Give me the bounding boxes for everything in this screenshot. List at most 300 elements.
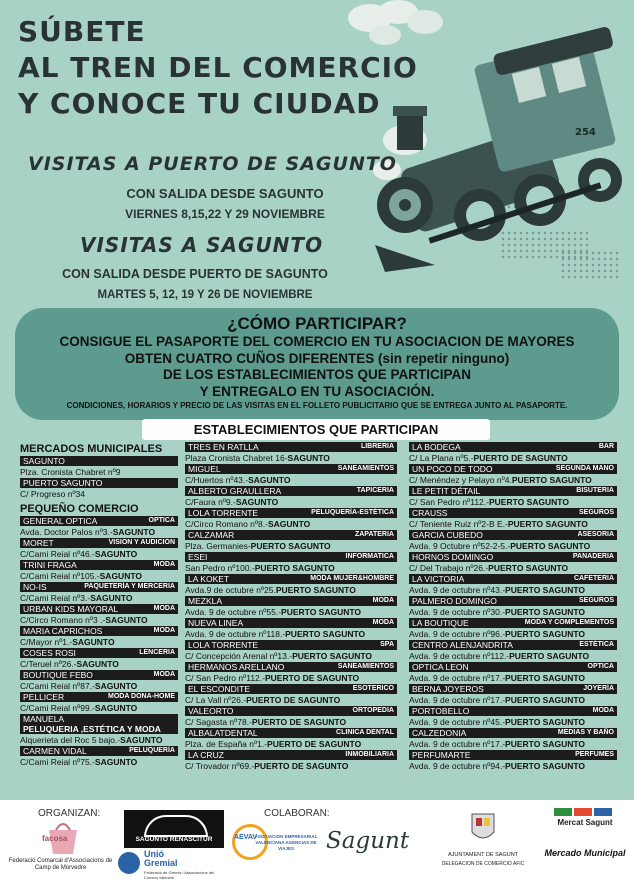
address-street: C/ Sagasta nº78.- xyxy=(185,717,252,727)
headline-line-2: AL TREN DEL COMERCIO xyxy=(18,51,418,84)
establishment-name: EL ESCONDITE xyxy=(188,684,251,694)
establishment-entry xyxy=(20,746,178,768)
address-town: SAGUNTO xyxy=(99,571,142,581)
pequeno-comercio-heading: PEQUEÑO COMERCIO xyxy=(20,503,139,515)
ajuntament-caption: DELEGACION DE COMERCIO AFIC xyxy=(441,861,525,867)
establishments-title: ESTABLECIMIENTOS QUE PARTICIPAN xyxy=(142,419,490,440)
establishment-entry xyxy=(20,648,178,670)
establishment-category: MODA xyxy=(372,619,394,626)
establishment-address xyxy=(409,452,617,464)
address-town: PUERTO SAGUNTO xyxy=(505,629,586,639)
establishment-entry xyxy=(185,684,397,706)
address-street: C/Cami Reial nº46.- xyxy=(20,549,95,559)
establishment-address xyxy=(409,628,617,640)
establishment-name-bar xyxy=(20,714,178,724)
address-town: PUERTO SAGUNTO xyxy=(505,761,586,771)
establishment-category: MODA xyxy=(372,597,394,604)
establishment-category: ZAPATERIA xyxy=(354,531,394,538)
address-street: Avda. 9 de octubre nº55.- xyxy=(185,607,282,617)
address-street: C/ Trovador nº69.- xyxy=(185,761,255,771)
establishment-address xyxy=(185,540,397,552)
establishment-entry xyxy=(185,662,397,684)
address-town: SAGUNTO xyxy=(287,453,330,463)
establishment-name-bar xyxy=(20,626,178,636)
facosa-name: facosa xyxy=(42,834,68,843)
facosa-caption: Federació Comarcal d'Associacions de Camp de Morvedre xyxy=(8,858,113,871)
establishment-category: MEDIAS Y BAÑO xyxy=(557,729,614,736)
establishment-name-bar xyxy=(409,662,617,672)
establishment-entry xyxy=(20,538,178,560)
establishment-name-bar xyxy=(409,728,617,738)
address-town: PUERTO DE SAGUNTO xyxy=(473,453,568,463)
establishment-address xyxy=(185,562,397,574)
visit2-title: VISITAS A SAGUNTO xyxy=(80,233,324,257)
address-street: Avda. Doctor Palos nº3.- xyxy=(20,527,113,537)
address-street: Alquerieta del Roc 5 bajo.- xyxy=(20,735,121,745)
establishment-category: BISUTERIA xyxy=(576,487,614,494)
address-town: PUERTO SAGUNTO xyxy=(510,541,591,551)
address-street: C/Teruel nº26.- xyxy=(20,659,77,669)
address-town: SAGUNTO xyxy=(94,703,138,713)
establishment-name: SAGUNTO xyxy=(23,456,65,466)
establishment-name: TRINI FRAGA xyxy=(23,560,77,570)
mercado-name: Mercado Municipal xyxy=(544,848,626,858)
establishment-address xyxy=(185,628,397,640)
address-town: SAGUNTO xyxy=(90,593,133,603)
headline xyxy=(18,14,438,122)
establishment-entry xyxy=(20,560,178,582)
establishment-address xyxy=(185,606,397,618)
address-street: C/Mayor nº1.- xyxy=(20,637,73,647)
establishment-name: CALZEDONIA xyxy=(412,728,467,738)
address-town: PUERTO DE SAGUNTO xyxy=(264,673,360,683)
address-town: PUERTO SAGUNTO xyxy=(275,585,356,595)
address-street: Avda. 9 de octubre nº45.- xyxy=(409,717,506,727)
establishment-entry xyxy=(409,640,617,662)
establishment-entry xyxy=(409,486,617,508)
mercados-heading: MERCADOS MUNICIPALES xyxy=(20,443,163,455)
establishment-address xyxy=(185,452,397,464)
establishment-entry xyxy=(185,486,397,508)
establishment-name: CRAUSS xyxy=(412,508,448,518)
visit2-dates: MARTES 5, 12, 19 Y 26 DE NOVIEMBRE xyxy=(97,289,313,301)
establishment-entry xyxy=(20,456,178,478)
establishment-category: ESTÉTICA xyxy=(579,641,614,648)
facosa-logo xyxy=(8,818,113,880)
establishment-name: NUEVA LINEA xyxy=(188,618,244,628)
establishment-address xyxy=(185,738,397,750)
establishment-name: BERNA JOYEROS xyxy=(412,684,484,694)
sagunt-name: Sagunt xyxy=(326,828,410,854)
establishment-name: MEZKLA xyxy=(188,596,223,606)
address-street: C/Cami Reial nº105.- xyxy=(20,571,100,581)
establishment-name: MORET xyxy=(23,538,54,548)
visit1-title: VISITAS A PUERTO DE SAGUNTO xyxy=(28,153,397,175)
establishment-entry xyxy=(20,516,178,538)
establishment-address xyxy=(185,716,397,728)
establishment-entry xyxy=(409,508,617,530)
establishment-name-bar xyxy=(20,516,178,526)
establishment-name-bar xyxy=(185,706,397,716)
address-town: SAGUNTO xyxy=(267,519,311,529)
address-street: C/ Del Trabajo nº26.- xyxy=(409,563,489,573)
address-street: San Pedro nº100.- xyxy=(185,563,255,573)
establishment-entry xyxy=(185,552,397,574)
address-street: Avda. 9 de octubre nº17.- xyxy=(409,673,506,683)
establishment-entry xyxy=(409,574,617,596)
address-street: Avda. 9 de octubre nº30.- xyxy=(409,607,506,617)
mercat-logo xyxy=(540,808,630,880)
establishment-entry xyxy=(409,706,617,728)
establishment-address xyxy=(409,474,617,486)
establishment-category: BAR xyxy=(598,443,614,450)
establishment-category: LIBRERIA xyxy=(360,443,394,450)
establishment-category: MODA xyxy=(153,561,175,568)
establishment-name-bar xyxy=(185,662,397,672)
address-town: PUERTO SAGUNTO xyxy=(488,563,569,573)
establishment-name-bar xyxy=(185,552,397,562)
establishment-entry xyxy=(185,618,397,640)
establishment-name-bar xyxy=(185,574,397,584)
establishment-category: ORTOPEDIA xyxy=(352,707,394,714)
participate-line-2: OBTEN CUATRO CUÑOS DIFERENTES (sin repetir ninguno) xyxy=(124,350,510,366)
establishment-entry xyxy=(20,714,178,746)
address-street: C/Circo Romano nº8.- xyxy=(185,519,268,529)
establishment-name: GENERAL OPTICA xyxy=(23,516,98,526)
address-town: SAGUNTO xyxy=(94,681,138,691)
establishment-name: NO-IS xyxy=(23,582,47,592)
renascitur-logo xyxy=(124,810,224,848)
establishment-name: CALZAMAR xyxy=(188,530,235,540)
mercat-name: Mercat Sagunt xyxy=(557,818,613,827)
establishment-name: CARMEN VIDAL xyxy=(23,746,87,756)
establishment-address xyxy=(20,734,178,746)
establishment-name-bar xyxy=(20,582,178,592)
establishment-category: MODA xyxy=(153,627,175,634)
establishment-category: MODA xyxy=(153,671,175,678)
establishment-category: OPTICA xyxy=(148,517,175,524)
address-street: Avda. 9 de octubre nº17.- xyxy=(409,739,506,749)
establishment-category: VISION Y AUDICIÓN xyxy=(108,539,175,546)
establishment-name: LA CRUZ xyxy=(188,750,224,760)
establishment-category: MODA DONA-HOME xyxy=(107,693,175,700)
aevav-caption: ASOCIACION EMPRESARIAL VALENCIANA AGENCIAS DE VIAJES xyxy=(254,834,318,851)
establishment-name-bar xyxy=(409,640,617,650)
participate-line-3: DE LOS ESTABLECIMIENTOS QUE PARTICIPAN xyxy=(162,367,472,382)
address-street: C/ Progreso nº34 xyxy=(20,489,85,499)
establishment-name: BOUTIQUE FEBO xyxy=(23,670,93,680)
establishment-entry xyxy=(185,530,397,552)
establishment-category: SEGUROS xyxy=(578,509,614,516)
establishment-address xyxy=(20,526,178,538)
establishment-category: PELUQUERÍA xyxy=(129,747,175,754)
address-street: Avda. 9 Octubre nº52-2-5.- xyxy=(409,541,511,551)
address-town: SAGUNTO xyxy=(112,527,156,537)
address-town: PUERTO SAGUNTO xyxy=(505,695,586,705)
address-street: C/ La Vall nº26.- xyxy=(185,695,247,705)
address-town: SAGUNTO xyxy=(120,735,163,745)
visit1-subtitle: CON SALIDA DESDE SAGUNTO xyxy=(126,186,324,201)
establishment-name-bar xyxy=(185,464,397,474)
establishment-address xyxy=(185,672,397,684)
address-town: PUERTO DE SAGUNTO xyxy=(246,695,341,705)
address-street: C/ Teniente Ruiz nº2-B E.- xyxy=(409,519,508,529)
establishment-name-bar xyxy=(409,618,617,628)
establishment-name-bar xyxy=(409,486,617,496)
establishment-address xyxy=(20,488,178,500)
establishment-name-bar xyxy=(20,456,178,466)
establishment-name-bar xyxy=(409,552,617,562)
establishment-name-bar xyxy=(185,684,397,694)
establishment-name: URBAN KIDS MAYORAL xyxy=(23,604,119,614)
coat-of-arms-icon xyxy=(468,808,498,846)
establishment-entry xyxy=(185,640,397,662)
participate-line-4: Y ENTREGALO EN TU ASOCIACIÓN. xyxy=(199,383,435,399)
address-town: PUERTO SAGUNTO xyxy=(505,739,586,749)
establishment-entry xyxy=(185,728,397,750)
address-street: Plza. Germanies- xyxy=(185,541,251,551)
establishment-name: PUERTO SAGUNTO xyxy=(23,478,103,488)
establishment-address xyxy=(409,518,617,530)
ajuntament-name: AJUNTAMENT DE SAGUNT xyxy=(447,852,519,858)
establishment-address xyxy=(409,650,617,662)
address-street: Avda. 9 de octubre nº17.- xyxy=(409,695,506,705)
establishment-address xyxy=(409,496,617,508)
establishment-category: OPTICA xyxy=(587,663,614,670)
establishment-category: PAQUETERÍA Y MERCERIA xyxy=(84,583,175,590)
establishment-name-bar xyxy=(185,750,397,760)
establishment-address xyxy=(20,636,178,648)
address-town: PUERTO SAGUNTO xyxy=(507,519,588,529)
establishment-name: HERMANOS ARELLANO xyxy=(188,662,285,672)
address-town: PUERTO SAGUNTO xyxy=(511,475,592,485)
establishment-name-bar xyxy=(409,684,617,694)
column-establishments-3 xyxy=(409,442,617,772)
establishment-name-bar xyxy=(185,530,397,540)
establishment-name-bar xyxy=(185,596,397,606)
establishment-address xyxy=(185,474,397,486)
establishment-name: LOLA TORRENTE xyxy=(188,640,259,650)
establishment-entry xyxy=(20,604,178,626)
establishment-address xyxy=(185,650,397,662)
establishment-category: CAFETERIA xyxy=(573,575,614,582)
how-to-participate-box xyxy=(15,308,619,420)
establishment-name: PALMERO DOMINGO xyxy=(412,596,497,606)
establishment-entry xyxy=(185,596,397,618)
establishment-address xyxy=(20,466,178,478)
establishment-address xyxy=(409,606,617,618)
establishment-name-bar xyxy=(409,442,617,452)
establishment-address xyxy=(409,562,617,574)
establishment-name: ALBALATDENTAL xyxy=(188,728,258,738)
address-town: PUERTO SAGUNTO xyxy=(505,585,586,595)
aevav-name: AEVAV xyxy=(234,834,258,841)
establishment-name-bar xyxy=(409,596,617,606)
establishment-entry xyxy=(409,750,617,772)
establishment-entry xyxy=(185,442,397,464)
establishment-name-bar xyxy=(409,574,617,584)
address-town: SAGUNTO xyxy=(235,497,279,507)
establishment-entry xyxy=(409,596,617,618)
address-street: C/ La Plana nº5.- xyxy=(409,453,474,463)
establishment-name-bar xyxy=(185,442,397,452)
address-town: PUERTO DE SAGUNTO xyxy=(251,717,347,727)
participate-title: ¿CÓMO PARTICIPAR? xyxy=(227,314,407,333)
establishment-name: LA KOKET xyxy=(188,574,230,584)
address-town: PUERTO SAGUNTO xyxy=(505,717,586,727)
address-town: SAGUNTO xyxy=(94,549,138,559)
union-caption: Federació de Gremis i Associacions del Comerç valencià xyxy=(144,870,215,880)
address-street: C/ San Pedro nº112.- xyxy=(409,497,489,507)
address-street: C/Cami Reial nº3.- xyxy=(20,593,91,603)
establishment-name-bar xyxy=(20,604,178,614)
establishment-name: LOLA TORRENTE xyxy=(188,508,259,518)
establishment-address xyxy=(20,548,178,560)
address-town: SAGUNTO xyxy=(76,659,119,669)
participate-line-1: CONSIGUE EL PASAPORTE DEL COMERCIO EN TU ASOCIACION DE MAYORES xyxy=(59,334,575,349)
establishment-address xyxy=(20,614,178,626)
establishment-category: PELUQUERIA ,ESTÉTICA Y MODA xyxy=(23,724,161,734)
establishment-category: MODA xyxy=(592,707,614,714)
address-street: Avda. 9 de octubre nº94.- xyxy=(409,761,506,771)
establishment-name-bar xyxy=(20,692,178,702)
establishment-entry xyxy=(409,684,617,706)
establishment-name: CENTRO ALENJANDRITA xyxy=(412,640,513,650)
establishment-category: INFORMATICA xyxy=(345,553,394,560)
establishment-category: PERFUMES xyxy=(575,751,614,758)
establishment-address xyxy=(185,518,397,530)
establishment-name-bar xyxy=(185,618,397,628)
establishment-category-bar xyxy=(20,724,178,734)
address-town: PUERTO SAGUNTO xyxy=(285,629,366,639)
establishment-name-bar xyxy=(185,508,397,518)
union-name: Unió Gremial xyxy=(144,849,178,868)
address-town: SAGUNTO xyxy=(94,757,138,767)
establishment-name: LE PETIT DÉTAIL xyxy=(412,486,481,496)
establishment-category: CLINICA DENTAL xyxy=(336,729,394,736)
establishment-name-bar xyxy=(185,640,397,650)
visit2-subtitle: CON SALIDA DESDE PUERTO DE SAGUNTO xyxy=(62,267,328,281)
establishment-category: TAPICERIA xyxy=(356,487,394,494)
address-street: C/Circo Romano nº3 .- xyxy=(20,615,106,625)
address-street: Plaza Cronista Chabret 16- xyxy=(185,453,288,463)
establishment-name: UN POCO DE TODO xyxy=(412,464,493,474)
address-street: Plza. Cronista Chabret nº9 xyxy=(20,467,121,477)
establishment-name: MIGUEL xyxy=(188,464,221,474)
address-town: PUERTO SAGUNTO xyxy=(505,607,586,617)
address-town: PUERTO SAGUNTO xyxy=(505,673,586,683)
column-establishments-2 xyxy=(185,442,397,772)
establishment-entry xyxy=(20,692,178,714)
establishment-name: ALBERTO GRAULLERA xyxy=(188,486,282,496)
organizan-label: ORGANIZAN: xyxy=(38,808,101,819)
establishment-entry xyxy=(20,670,178,692)
establishment-address xyxy=(409,584,617,596)
address-street: C/Cami Reial nº99.- xyxy=(20,703,95,713)
establishment-name: COSES ROSI xyxy=(23,648,76,658)
address-street: Avda. 9 de octubre nº96.- xyxy=(409,629,506,639)
visit1-dates: VIERNES 8,15,22 Y 29 NOVIEMBRE xyxy=(125,207,325,221)
establishment-entry xyxy=(185,508,397,530)
establishment-address xyxy=(20,592,178,604)
establishment-category: MODA xyxy=(153,605,175,612)
participate-note: CONDICIONES, HORARIOS Y PRECIO DE LAS VISITAS EN EL FOLLETO PUBLICITARIO QUE SE ENTREGA JUNTO AL PASAPORTE. xyxy=(66,401,568,410)
establishment-entry xyxy=(409,442,617,464)
establishment-entry xyxy=(409,464,617,486)
establishment-name: VALEORTO xyxy=(188,706,234,716)
establishment-category: ESOTERICO xyxy=(352,685,394,692)
establishment-name: MARIA CAPRICHOS xyxy=(23,626,103,636)
establishment-address xyxy=(409,760,617,772)
address-town: PUERTO SAGUNTO xyxy=(509,651,590,661)
aevav-logo xyxy=(232,824,316,874)
establishment-name: LA BODEGA xyxy=(412,442,461,452)
establishment-address xyxy=(185,694,397,706)
establishment-name: PORTOBELLO xyxy=(412,706,470,716)
establishment-category: LENCERIA xyxy=(139,649,175,656)
establishment-name: MANUELA xyxy=(23,714,65,724)
establishment-name-bar xyxy=(20,478,178,488)
establishment-name: PERFUMARTE xyxy=(412,750,471,760)
establishment-entry xyxy=(409,728,617,750)
address-town: SAGUNTO xyxy=(105,615,148,625)
column-mercados-pequeno-comercio xyxy=(20,442,178,768)
establishment-address xyxy=(185,496,397,508)
renascitur-name: SAGUNTO RENASCITUR xyxy=(135,836,213,843)
ajuntament-logo xyxy=(436,808,530,878)
address-town: PUERTO DE SAGUNTO xyxy=(267,739,362,749)
address-town: SAGUNTO xyxy=(248,475,291,485)
establishment-name: ESEI xyxy=(188,552,208,562)
establishment-category: INMOBILIARIA xyxy=(345,751,394,758)
sponsor-footer xyxy=(0,800,634,882)
establishment-category: PANADERIA xyxy=(572,553,614,560)
address-town: SAGUNTO xyxy=(72,637,115,647)
establishment-address xyxy=(409,540,617,552)
establishment-entry xyxy=(20,626,178,648)
establishment-entry xyxy=(185,574,397,596)
address-town: PUERTO DE SAGUNTO xyxy=(254,761,349,771)
establishment-name-bar xyxy=(20,648,178,658)
establishment-name: LA BOUTIQUE xyxy=(412,618,469,628)
establishment-address xyxy=(185,760,397,772)
establishment-address xyxy=(409,672,617,684)
establishment-name-bar xyxy=(185,486,397,496)
establishment-name-bar xyxy=(409,464,617,474)
establishment-name-bar xyxy=(20,746,178,756)
establishment-entry xyxy=(185,750,397,772)
establishment-entry xyxy=(409,662,617,684)
establishment-name: HORNOS DOMINGO xyxy=(412,552,494,562)
establishment-name-bar xyxy=(409,530,617,540)
establishment-category: JOYERÍA xyxy=(583,685,614,692)
address-street: C/Cami Reial nº75.- xyxy=(20,757,95,767)
establishment-entry xyxy=(20,478,178,500)
engine-number: 254 xyxy=(575,127,596,138)
establishment-address xyxy=(20,756,178,768)
establishment-entry xyxy=(185,464,397,486)
establishment-name-bar xyxy=(20,538,178,548)
establishment-name: PELLICER xyxy=(23,692,65,702)
establishment-address xyxy=(185,584,397,596)
establishment-name-bar xyxy=(185,728,397,738)
address-town: PUERTO SAGUNTO xyxy=(292,651,373,661)
address-street: C/Huertos nº43.- xyxy=(185,475,249,485)
establishment-entry xyxy=(409,530,617,552)
establishment-address xyxy=(20,658,178,670)
colaboran-label: COLABORAN: xyxy=(264,808,330,819)
establishment-category: ASESORIA xyxy=(577,531,614,538)
